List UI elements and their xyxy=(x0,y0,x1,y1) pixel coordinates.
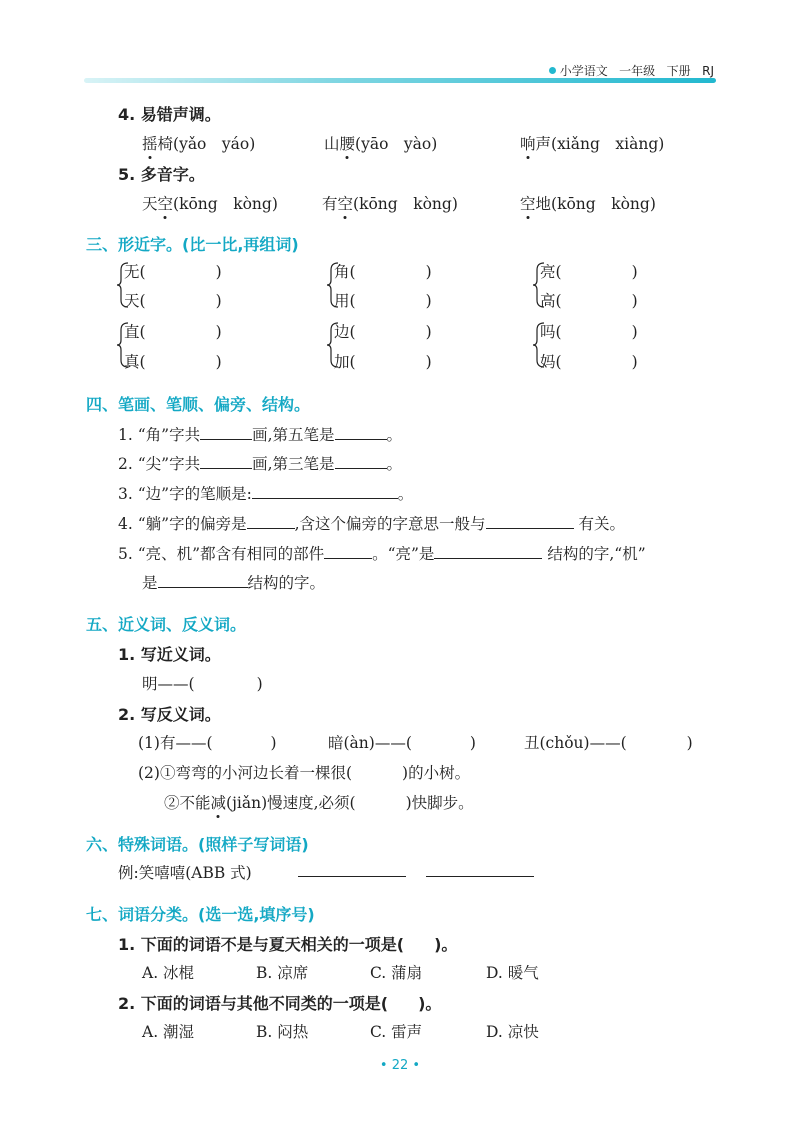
q4-item-1: 摇椅(yǎo yáo) xyxy=(142,135,256,153)
similar-char-group-4a[interactable]: 直( ) xyxy=(124,323,222,341)
s4-q4: 4. “躺”字的偏旁是 ,含这个偏旁的字意思一般与 有关。 xyxy=(118,515,625,533)
header-info xyxy=(549,62,714,79)
s4-q5-line2: 是 结构的字。 xyxy=(142,574,326,592)
s7-q1-option-a[interactable]: A. 冰棍 xyxy=(142,964,195,982)
header-dot-icon xyxy=(549,67,556,74)
q5-label: 5. 多音字。 xyxy=(118,165,205,184)
s7-q1-option-b[interactable]: B. 凉席 xyxy=(256,964,309,982)
page-number: • 22 • xyxy=(379,1058,421,1073)
similar-char-group-2b[interactable]: 用( ) xyxy=(334,292,432,310)
s7-q2-option-a[interactable]: A. 潮湿 xyxy=(142,1023,195,1041)
similar-char-group-3a[interactable]: 亮( ) xyxy=(540,263,638,281)
blank-input[interactable] xyxy=(324,544,372,559)
blank-input[interactable] xyxy=(486,514,574,529)
blank-input[interactable] xyxy=(335,454,387,469)
similar-char-group-3b[interactable]: 高( ) xyxy=(540,292,638,310)
similar-char-group-2a[interactable]: 角( ) xyxy=(334,263,432,281)
s6-blank-1[interactable] xyxy=(298,862,406,877)
antonym-sentence-2[interactable]: ②不能减(jiǎn)慢速度,必须( )快脚步。 xyxy=(164,794,474,812)
q5-item-1: 天空(kōng kòng) xyxy=(142,195,278,213)
s7-q2: 2. 下面的词语与其他不同类的一项是( )。 xyxy=(118,994,442,1013)
similar-char-group-1b[interactable]: 天( ) xyxy=(124,292,222,310)
q5-item-3: 空地(kōng kòng) xyxy=(520,195,656,213)
q4-item-2: 山腰(yāo yào) xyxy=(324,135,438,153)
q4-label: 4. 易错声调。 xyxy=(118,105,221,124)
blank-input[interactable] xyxy=(200,425,252,440)
similar-char-group-1a[interactable]: 无( ) xyxy=(124,263,222,281)
s4-q2: 2. “尖”字共 画,第三笔是 。 xyxy=(118,455,403,473)
blank-input[interactable] xyxy=(247,514,295,529)
header-grade: 一年级 xyxy=(619,64,656,78)
s4-q1: 1. “角”字共 画,第五笔是 。 xyxy=(118,426,403,444)
section5-title: 五、近义词、反义词。 xyxy=(86,615,247,634)
s6-example: 例:笑嘻嘻(ABB 式) xyxy=(118,864,252,882)
similar-char-group-6b[interactable]: 妈( ) xyxy=(540,353,638,371)
s4-q3: 3. “边”字的笔顺是: 。 xyxy=(118,485,414,503)
similar-char-group-5b[interactable]: 加( ) xyxy=(334,353,432,371)
blank-input[interactable] xyxy=(335,425,387,440)
blank-input[interactable] xyxy=(252,484,398,499)
antonym-item-2[interactable]: 暗(àn)——( ) xyxy=(328,734,476,752)
section6-title: 六、特殊词语。(照样子写词语) xyxy=(86,835,309,854)
q5-item-2: 有空(kōng kòng) xyxy=(322,195,458,213)
s7-q2-option-d[interactable]: D. 凉快 xyxy=(486,1023,539,1041)
blank-input[interactable] xyxy=(434,544,542,559)
s7-q1: 1. 下面的词语不是与夏天相关的一项是( )。 xyxy=(118,935,458,954)
blank-input[interactable] xyxy=(158,573,248,588)
s5-sub2: 2. 写反义词。 xyxy=(118,705,221,724)
s5-sub1: 1. 写近义词。 xyxy=(118,645,221,664)
header-term: 下册 xyxy=(666,64,691,78)
similar-char-group-5a[interactable]: 边( ) xyxy=(334,323,432,341)
antonym-item-1[interactable]: (1)有——( ) xyxy=(138,734,277,752)
section7-title: 七、词语分类。(选一选,填序号) xyxy=(86,905,315,924)
similar-char-group-6a[interactable]: 吗( ) xyxy=(540,323,638,341)
header-subject: 小学语文 xyxy=(559,64,608,78)
synonym-item[interactable]: 明——( ) xyxy=(142,675,263,693)
s6-blank-2[interactable] xyxy=(426,862,534,877)
antonym-item-3[interactable]: 丑(chǒu)——( ) xyxy=(524,734,693,752)
s7-q1-option-d[interactable]: D. 暖气 xyxy=(486,964,539,982)
header-edition: RJ xyxy=(702,64,714,78)
section4-title: 四、笔画、笔顺、偏旁、结构。 xyxy=(86,395,311,414)
section3-title: 三、形近字。(比一比,再组词) xyxy=(86,235,299,254)
s7-q1-option-c[interactable]: C. 蒲扇 xyxy=(370,964,423,982)
blank-input[interactable] xyxy=(200,454,252,469)
s7-q2-option-c[interactable]: C. 雷声 xyxy=(370,1023,423,1041)
s4-q5-line1: 5. “亮、机”都含有相同的部件 。“亮”是 结构的字,“机” xyxy=(118,545,646,563)
antonym-sentence-1[interactable]: (2)①弯弯的小河边长着一棵很( )的小树。 xyxy=(138,764,471,782)
similar-char-group-4b[interactable]: 真( ) xyxy=(124,353,222,371)
q4-item-3: 响声(xiǎng xiàng) xyxy=(520,135,665,153)
s7-q2-option-b[interactable]: B. 闷热 xyxy=(256,1023,309,1041)
